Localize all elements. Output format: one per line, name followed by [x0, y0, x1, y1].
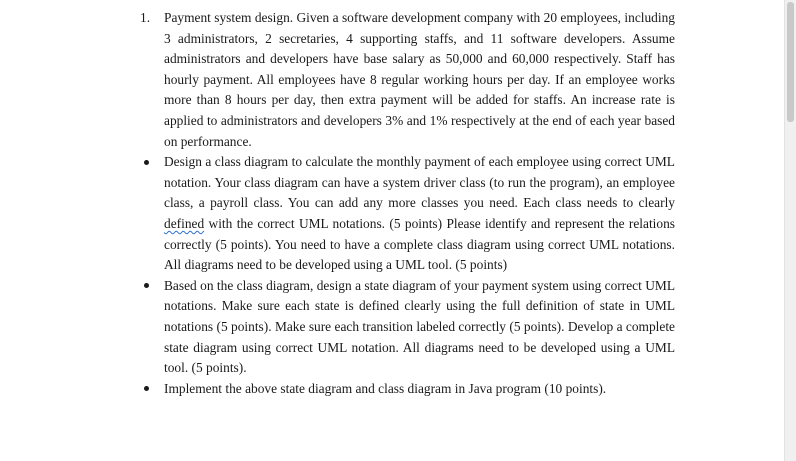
- implementation-task: Implement the above state diagram and class diagram in Java program (10 points).: [164, 380, 607, 396]
- list-item-implementation: [140, 379, 675, 400]
- class-diagram-text-start: Design a class diagram to calculate the monthly payment of each employee using correct UML notation. Your class diagram can have a system driver class (to run the program), an employee class, a payroll class. You can add any more classes you need. Each class needs to clearly: [164, 154, 675, 211]
- list-item-1: [140, 8, 675, 152]
- vertical-scrollbar[interactable]: [784, 0, 796, 461]
- scrollbar-thumb[interactable]: [787, 2, 794, 122]
- class-diagram-task: [164, 152, 675, 276]
- list-item-state-diagram: [140, 276, 675, 379]
- spellcheck-flagged-word[interactable]: defined: [164, 215, 205, 231]
- document-body: [140, 8, 675, 399]
- bullet-icon: [140, 152, 164, 173]
- assignment-description: Payment system design. Given a software development company with 20 employees, including 3 administrators, 2 secretaries, 4 supporting staffs, and 11 software developers. Assume administrators and developers have base salary as 50,000 and 60,000 respectively. Staff has hourly payment. All employees have 8 regular working hours per day. If an employee works more than 8 hours per day, then extra payment will be added for staffs. An increase rate is applied to administrators and developers 3% and 1% respectively at the end of each year based on performance.: [164, 10, 675, 149]
- list-item-class-diagram: [140, 152, 675, 276]
- state-diagram-task: Based on the class diagram, design a state diagram of your payment system using correct UML notations. Make sure each state is defined clearly using the full definition of state in UML notations (5 points). Make sure each transition labeled correctly (5 points). Develop a complete state diagram using correct UML notation. All diagrams need to be developed using a UML tool. (5 points).: [164, 277, 675, 376]
- list-number: 1.: [140, 10, 151, 25]
- class-diagram-text-end: with the correct UML notations. (5 points) Please identify and represent the relations correctly (5 points). You need to have a complete class diagram using correct UML notations. All diagrams need to be developed using a UML tool. (5 points): [164, 215, 675, 273]
- bullet-icon: [140, 276, 164, 297]
- bullet-icon: [140, 379, 164, 400]
